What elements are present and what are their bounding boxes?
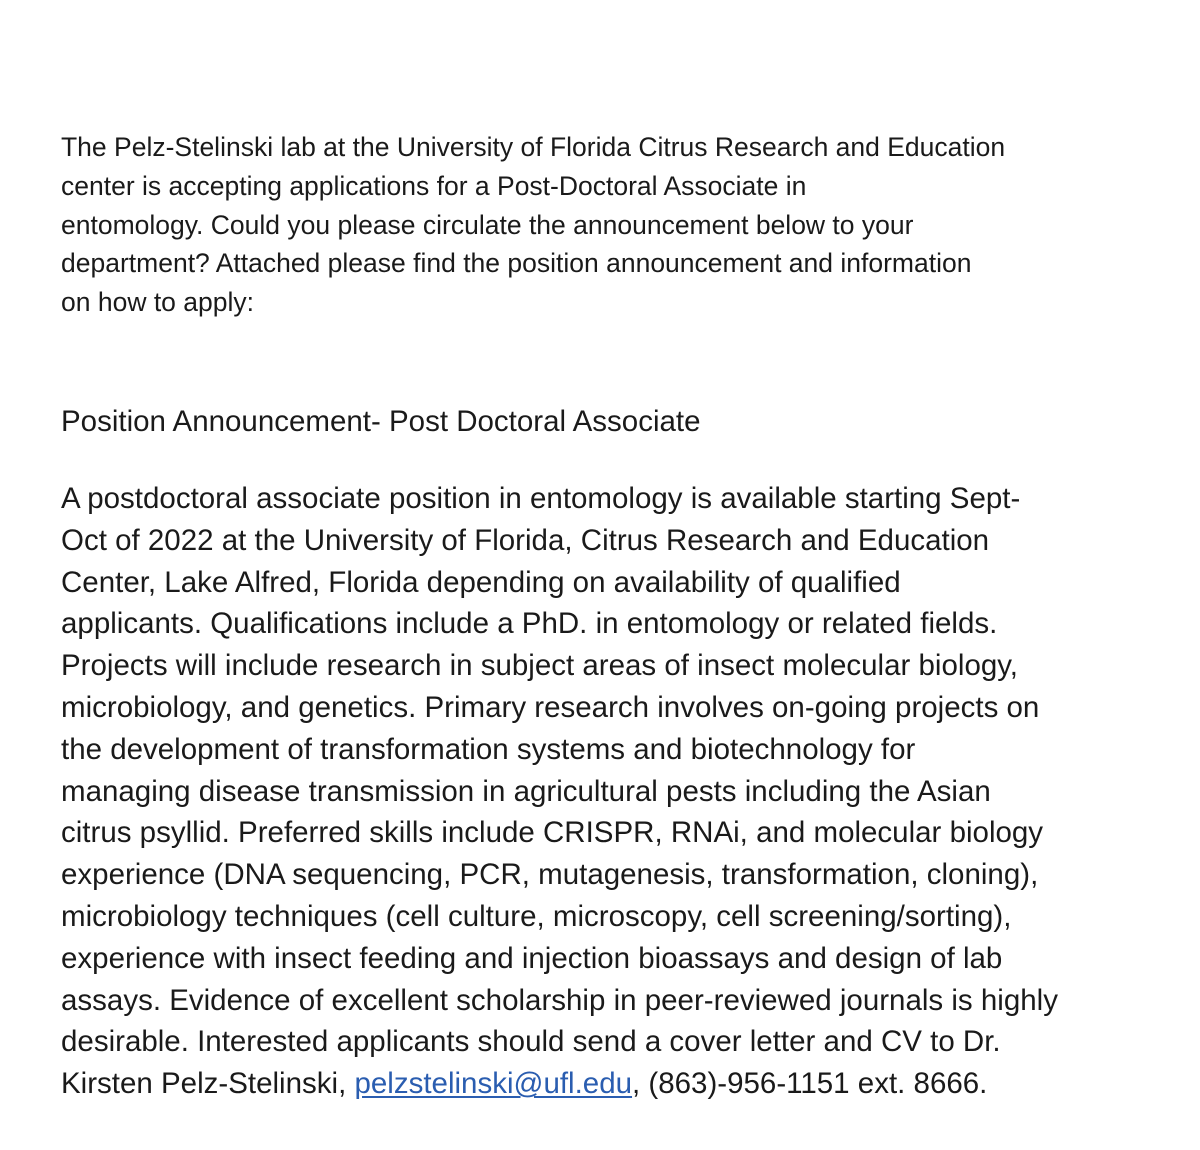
body-line: Projects will include research in subject areas of insect molecular biology,	[61, 649, 1019, 683]
intro-line: on how to apply:	[61, 287, 254, 318]
intro-line: department? Attached please find the position announcement and information	[61, 248, 972, 279]
body-line: Oct of 2022 at the University of Florida, Citrus Research and Education	[61, 523, 990, 557]
body-line: desirable. Interested applicants should send a cover letter and CV to Dr.	[61, 1025, 1001, 1059]
intro-paragraph	[61, 128, 1141, 322]
body-line: microbiology techniques (cell culture, microscopy, cell screening/sorting),	[61, 899, 1012, 933]
body-line: assays. Evidence of excellent scholarship in peer-reviewed journals is highly	[61, 983, 1058, 1017]
body-line: microbiology, and genetics. Primary research involves on-going projects on	[61, 690, 1040, 724]
intro-line: entomology. Could you please circulate the announcement below to your	[61, 209, 914, 240]
body-line: managing disease transmission in agricultural pests including the Asian	[61, 774, 991, 808]
body-line: experience with insect feeding and injection bioassays and design of lab	[61, 941, 1003, 975]
body-line: applicants. Qualifications include a PhD. in entomology or related fields.	[61, 607, 998, 641]
body-line: experience (DNA sequencing, PCR, mutagenesis, transformation, cloning),	[61, 858, 1039, 892]
contact-line	[61, 1063, 1161, 1105]
announcement-body	[61, 478, 1161, 1105]
announcement-heading: Position Announcement- Post Doctoral Associate	[61, 405, 701, 438]
body-line: the development of transformation systems and biotechnology for	[61, 732, 916, 766]
body-line: A postdoctoral associate position in entomology is available starting Sept-	[61, 482, 1021, 515]
contact-name: Kirsten Pelz-Stelinski,	[61, 1067, 355, 1101]
intro-line: The Pelz-Stelinski lab at the University of Florida Citrus Research and Education	[61, 132, 1006, 162]
body-line: citrus psyllid. Preferred skills include CRISPR, RNAi, and molecular biology	[61, 816, 1044, 850]
email-link[interactable]: pelzstelinski@ufl.edu	[354, 1067, 633, 1101]
contact-phone: , (863)-956-1151 ext. 8666.	[632, 1067, 988, 1101]
intro-line: center is accepting applications for a Post-Doctoral Associate in	[61, 170, 807, 201]
body-line: Center, Lake Alfred, Florida depending on availability of qualified	[61, 565, 901, 599]
